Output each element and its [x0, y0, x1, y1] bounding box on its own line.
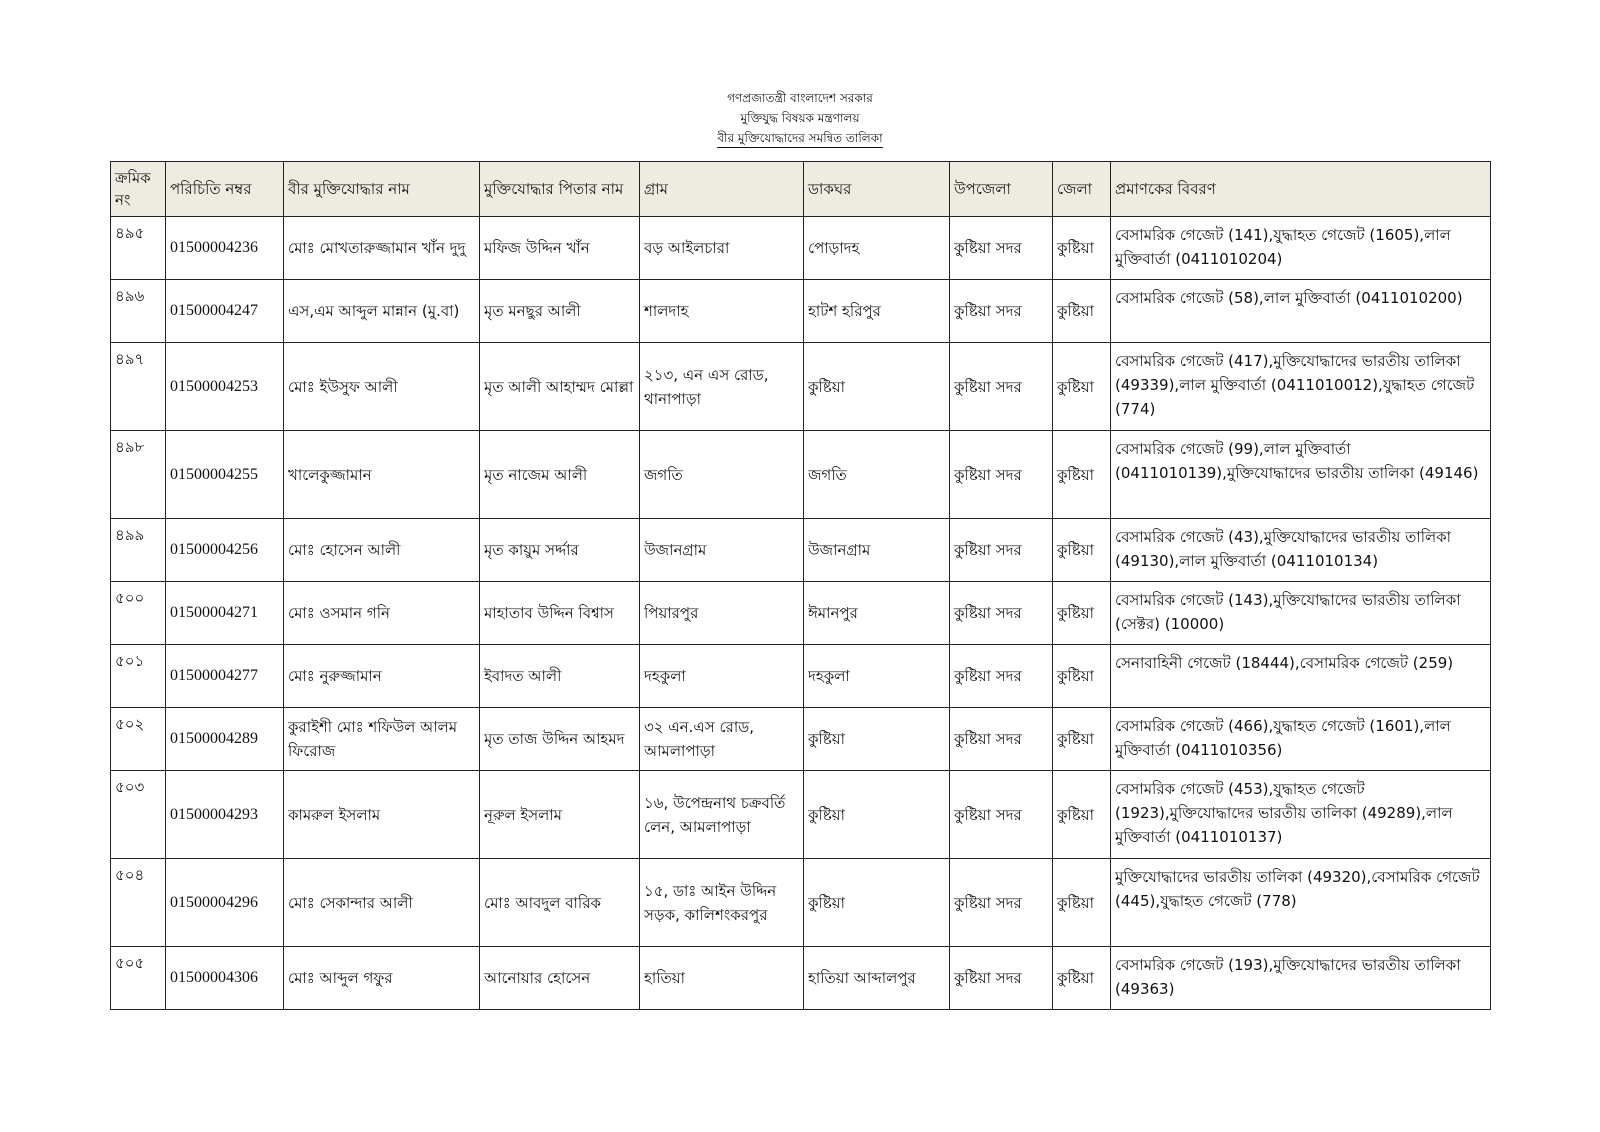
cell-serial: ৫০২	[111, 708, 166, 771]
header-name: বীর মুক্তিযোদ্ধার নাম	[284, 162, 480, 217]
cell-district: কুষ্টিয়া	[1053, 519, 1111, 582]
cell-name: মোঃ নুরুজ্জামান	[284, 645, 480, 708]
cell-village: বড় আইলচারা	[640, 217, 804, 280]
cell-id: 01500004236	[166, 217, 284, 280]
cell-proof: বেসামরিক গেজেট (99),লাল মুক্তিবার্তা (0411010139),মুক্তিযোদ্ধাদের ভারতীয় তালিকা (49146)	[1111, 431, 1491, 519]
cell-village: হাতিয়া	[640, 947, 804, 1010]
cell-upazila: কুষ্টিয়া সদর	[950, 343, 1053, 431]
cell-serial: ৪৯৬	[111, 280, 166, 343]
cell-village: ৩২ এন.এস রোড, আমলাপাড়া	[640, 708, 804, 771]
cell-district: কুষ্টিয়া	[1053, 859, 1111, 947]
cell-upazila: কুষ্টিয়া সদর	[950, 771, 1053, 859]
header-post-office: ডাকঘর	[804, 162, 950, 217]
ministry-title: মুক্তিযুদ্ধ বিষয়ক মন্ত্রণালয়	[740, 111, 860, 125]
header-district: জেলা	[1053, 162, 1111, 217]
cell-post-office: হাটশ হরিপুর	[804, 280, 950, 343]
table-row	[111, 947, 1491, 1010]
cell-id: 01500004271	[166, 582, 284, 645]
document-header	[0, 88, 1600, 148]
table-row	[111, 771, 1491, 859]
cell-village: ১৫, ডাঃ আইন উদ্দিন সড়ক, কালিশংকরপুর	[640, 859, 804, 947]
cell-proof: বেসামরিক গেজেট (417),মুক্তিযোদ্ধাদের ভারতীয় তালিকা (49339),লাল মুক্তিবার্তা (0411010012),যুদ্ধাহত গেজেট (774)	[1111, 343, 1491, 431]
cell-district: কুষ্টিয়া	[1053, 645, 1111, 708]
cell-name: কুরাইশী মোঃ শফিউল আলম ফিরোজ	[284, 708, 480, 771]
cell-proof: বেসামরিক গেজেট (193),মুক্তিযোদ্ধাদের ভারতীয় তালিকা (49363)	[1111, 947, 1491, 1010]
cell-serial: ৪৯৮	[111, 431, 166, 519]
cell-name: এস,এম আব্দুল মান্নান (মু.বা)	[284, 280, 480, 343]
cell-name: মোঃ আব্দুল গফুর	[284, 947, 480, 1010]
header-village: গ্রাম	[640, 162, 804, 217]
cell-serial: ৫০৫	[111, 947, 166, 1010]
cell-id: 01500004247	[166, 280, 284, 343]
cell-father: নূরুল ইসলাম	[480, 771, 640, 859]
cell-village: জগতি	[640, 431, 804, 519]
cell-proof: সেনাবাহিনী গেজেট (18444),বেসামরিক গেজেট (259)	[1111, 645, 1491, 708]
cell-district: কুষ্টিয়া	[1053, 771, 1111, 859]
cell-post-office: কুষ্টিয়া	[804, 771, 950, 859]
cell-serial: ৫০০	[111, 582, 166, 645]
cell-id: 01500004289	[166, 708, 284, 771]
header-proof: প্রমাণকের বিবরণ	[1111, 162, 1491, 217]
cell-upazila: কুষ্টিয়া সদর	[950, 217, 1053, 280]
table-row	[111, 217, 1491, 280]
cell-id: 01500004293	[166, 771, 284, 859]
cell-district: কুষ্টিয়া	[1053, 947, 1111, 1010]
cell-proof: বেসামরিক গেজেট (143),মুক্তিযোদ্ধাদের ভারতীয় তালিকা (সেক্টর) (10000)	[1111, 582, 1491, 645]
cell-name: মোঃ মোখতারুজ্জামান খাঁন দুদু	[284, 217, 480, 280]
cell-name: খালেকুজ্জামান	[284, 431, 480, 519]
cell-post-office: ঈমানপুর	[804, 582, 950, 645]
cell-village: ১৬, উপেন্দ্রনাথ চক্রবর্তি লেন, আমলাপাড়া	[640, 771, 804, 859]
cell-upazila: কুষ্টিয়া সদর	[950, 431, 1053, 519]
cell-name: মোঃ ওসমান গনি	[284, 582, 480, 645]
cell-father: মোঃ আবদুল বারিক	[480, 859, 640, 947]
cell-father: মৃত মনছুর আলী	[480, 280, 640, 343]
cell-district: কুষ্টিয়া	[1053, 708, 1111, 771]
cell-serial: ৪৯৫	[111, 217, 166, 280]
cell-serial: ৫০৩	[111, 771, 166, 859]
cell-proof: বেসামরিক গেজেট (141),যুদ্ধাহত গেজেট (1605),লাল মুক্তিবার্তা (0411010204)	[1111, 217, 1491, 280]
cell-village: পিয়ারপুর	[640, 582, 804, 645]
table-row	[111, 431, 1491, 519]
cell-post-office: কুষ্টিয়া	[804, 708, 950, 771]
cell-serial: ৫০১	[111, 645, 166, 708]
table-row	[111, 582, 1491, 645]
cell-post-office: কুষ্টিয়া	[804, 343, 950, 431]
table-row	[111, 280, 1491, 343]
header-serial: ক্রমিক নং	[111, 162, 166, 217]
cell-district: কুষ্টিয়া	[1053, 582, 1111, 645]
cell-village: ২১৩, এন এস রোড, থানাপাড়া	[640, 343, 804, 431]
cell-post-office: পোড়াদহ	[804, 217, 950, 280]
cell-upazila: কুষ্টিয়া সদর	[950, 280, 1053, 343]
cell-father: মৃত কায়ুম সর্দ্দার	[480, 519, 640, 582]
cell-serial: ৪৯৭	[111, 343, 166, 431]
cell-district: কুষ্টিয়া	[1053, 280, 1111, 343]
cell-upazila: কুষ্টিয়া সদর	[950, 645, 1053, 708]
cell-upazila: কুষ্টিয়া সদর	[950, 708, 1053, 771]
cell-upazila: কুষ্টিয়া সদর	[950, 859, 1053, 947]
header-upazila: উপজেলা	[950, 162, 1053, 217]
cell-proof: বেসামরিক গেজেট (58),লাল মুক্তিবার্তা (0411010200)	[1111, 280, 1491, 343]
freedom-fighters-table	[110, 161, 1491, 1010]
cell-father: মাহাতাব উদ্দিন বিশ্বাস	[480, 582, 640, 645]
cell-serial: ৫০৪	[111, 859, 166, 947]
cell-proof: মুক্তিযোদ্ধাদের ভারতীয় তালিকা (49320),বেসামরিক গেজেট (445),যুদ্ধাহত গেজেট (778)	[1111, 859, 1491, 947]
cell-name: মোঃ সেকান্দার আলী	[284, 859, 480, 947]
cell-post-office: হাতিয়া আব্দালপুর	[804, 947, 950, 1010]
cell-serial: ৪৯৯	[111, 519, 166, 582]
cell-post-office: উজানগ্রাম	[804, 519, 950, 582]
cell-father: মৃত তাজ উদ্দিন আহমদ	[480, 708, 640, 771]
cell-proof: বেসামরিক গেজেট (466),যুদ্ধাহত গেজেট (1601),লাল মুক্তিবার্তা (0411010356)	[1111, 708, 1491, 771]
cell-id: 01500004253	[166, 343, 284, 431]
cell-id: 01500004306	[166, 947, 284, 1010]
cell-id: 01500004296	[166, 859, 284, 947]
cell-district: কুষ্টিয়া	[1053, 217, 1111, 280]
table-row	[111, 859, 1491, 947]
cell-father: আনোয়ার হোসেন	[480, 947, 640, 1010]
cell-father: ইবাদত আলী	[480, 645, 640, 708]
cell-district: কুষ্টিয়া	[1053, 431, 1111, 519]
cell-upazila: কুষ্টিয়া সদর	[950, 582, 1053, 645]
cell-name: মোঃ ইউসুফ আলী	[284, 343, 480, 431]
table-row	[111, 645, 1491, 708]
cell-upazila: কুষ্টিয়া সদর	[950, 519, 1053, 582]
cell-id: 01500004255	[166, 431, 284, 519]
cell-village: দহকুলা	[640, 645, 804, 708]
cell-father: মৃত নাজেম আলী	[480, 431, 640, 519]
table-header-row	[111, 162, 1491, 217]
cell-post-office: জগতি	[804, 431, 950, 519]
cell-name: মোঃ হোসেন আলী	[284, 519, 480, 582]
cell-post-office: কুষ্টিয়া	[804, 859, 950, 947]
table-row	[111, 708, 1491, 771]
cell-post-office: দহকুলা	[804, 645, 950, 708]
cell-proof: বেসামরিক গেজেট (453),যুদ্ধাহত গেজেট (1923),মুক্তিযোদ্ধাদের ভারতীয় তালিকা (49289),লাল মুক্তিবার্তা (0411010137)	[1111, 771, 1491, 859]
cell-village: উজানগ্রাম	[640, 519, 804, 582]
table-row	[111, 343, 1491, 431]
cell-id: 01500004256	[166, 519, 284, 582]
header-id: পরিচিতি নম্বর	[166, 162, 284, 217]
cell-id: 01500004277	[166, 645, 284, 708]
list-title: বীর মুক্তিযোদ্ধাদের সমন্বিত তালিকা	[717, 129, 882, 148]
header-father: মুক্তিযোদ্ধার পিতার নাম	[480, 162, 640, 217]
table-row	[111, 519, 1491, 582]
cell-father: মৃত আলী আহাম্মদ মোল্লা	[480, 343, 640, 431]
government-title: গণপ্রজাতন্ত্রী বাংলাদেশ সরকার	[727, 91, 873, 105]
cell-proof: বেসামরিক গেজেট (43),মুক্তিযোদ্ধাদের ভারতীয় তালিকা (49130),লাল মুক্তিবার্তা (0411010134)	[1111, 519, 1491, 582]
cell-district: কুষ্টিয়া	[1053, 343, 1111, 431]
cell-name: কামরুল ইসলাম	[284, 771, 480, 859]
cell-village: শালদাহ	[640, 280, 804, 343]
cell-upazila: কুষ্টিয়া সদর	[950, 947, 1053, 1010]
cell-father: মফিজ উদ্দিন খাঁন	[480, 217, 640, 280]
